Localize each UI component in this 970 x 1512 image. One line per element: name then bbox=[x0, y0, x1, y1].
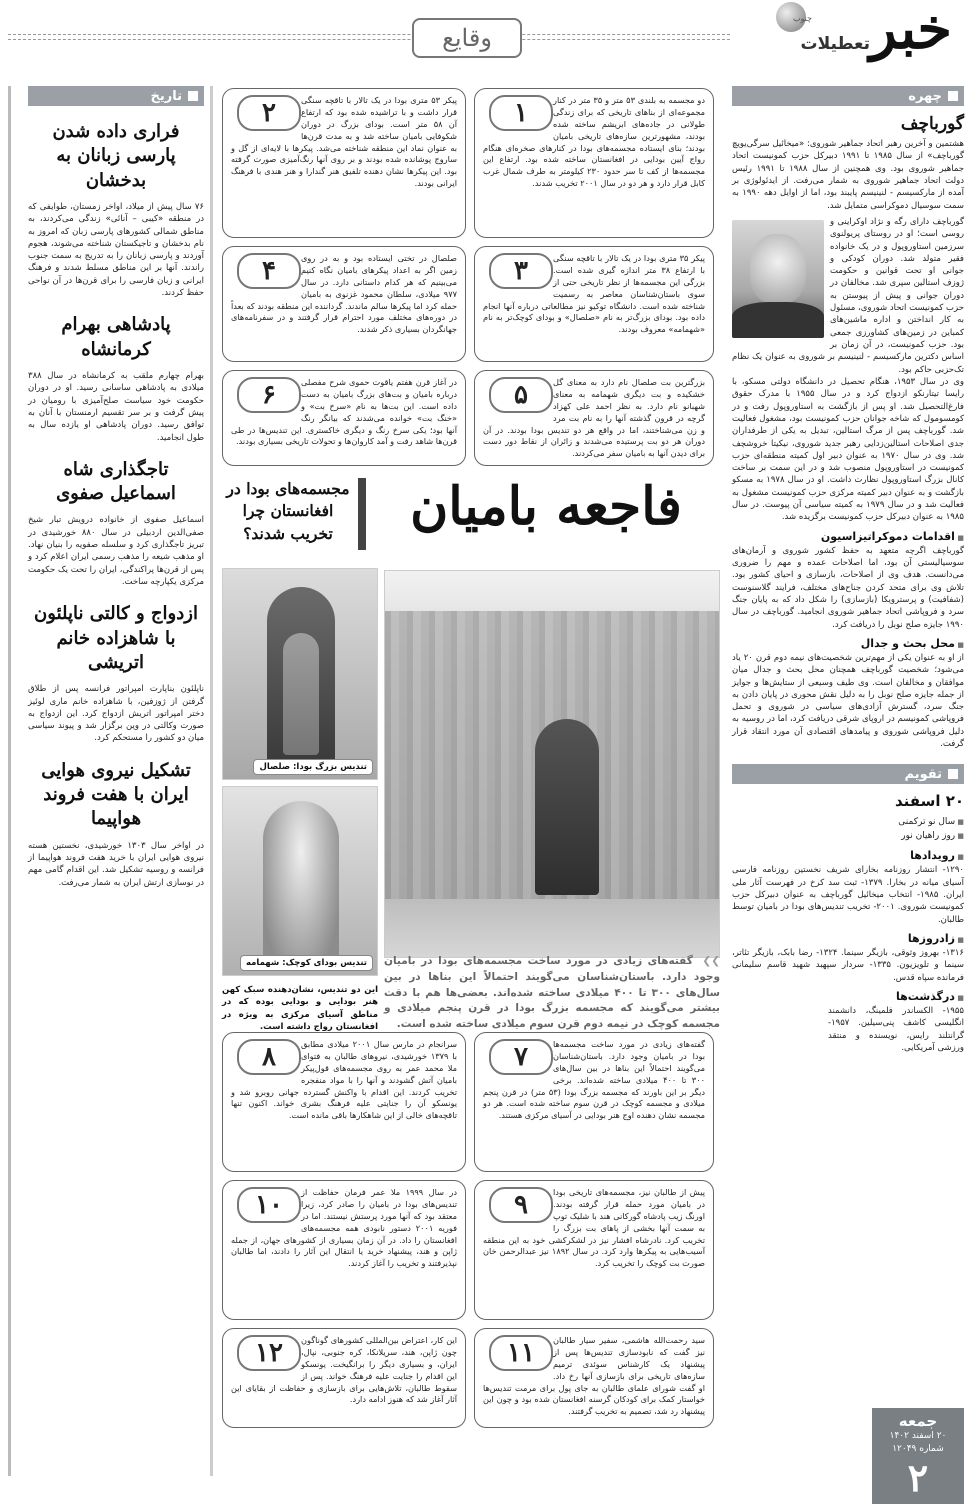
small-buddha-photo bbox=[222, 786, 378, 976]
chevron-icon: ❯❯ bbox=[702, 955, 721, 967]
issue-date-block bbox=[872, 1408, 964, 1504]
fact-box-12 bbox=[222, 1328, 466, 1428]
box-number: ۳ bbox=[489, 253, 553, 289]
box-number: ۷ bbox=[489, 1039, 553, 1075]
history-title-1: فراری داده شدن پارسی زبانان به بدخشان bbox=[52, 121, 180, 191]
gorbachev-portrait bbox=[732, 220, 824, 338]
issue-number: شماره ۱۲۰۴۹ bbox=[892, 1443, 944, 1454]
profile-text-5: از او به عنوان یکی از مهم‌ترین شخصیت‌های نیمه دوم قرن ۲۰ یاد می‌شود؛ شخصیت گورباچف همچنان محل بحث و جدال میان موافقان و مخالفان است. وی طیف وسیعی از ستایش‌ها و جوایز از جمله جایزه صلح نوبل را به دلیل نقش محوری در پایان دادن به جنگ سرد، گسترش آزادی‌های سیاسی در شوروی و تحمل فروپاشی کمونیسم در اروپای شرقی دریافت کرد، اما در روسیه به دلیل فروپاشی شوروی و پیامدهای اقتصادی آن مورد انتقاد قرار گرفت. bbox=[732, 652, 964, 750]
box-number: ۱۱ bbox=[489, 1335, 553, 1371]
logo-tiny: چنوب bbox=[792, 14, 812, 23]
box-number: ۶ bbox=[237, 377, 301, 413]
subheading-democratization: ■ اقدامات دموکراتیزاسیون bbox=[732, 530, 964, 543]
box-text: بزرگترین بت صلصال نام دارد به معنای گل خشکیده و بت دیگری شهمامه به معنای شهبانو نام دارد. به نظر احمد علی کهزاد گرچه در قرون گذشته آنها را به نام بت مرد و زن می‌شناختند، اما در واقع هر دو تندیس بودا بودند. در آن دوران هر دو بت پرستیده می‌شدند و زائران از نقاط دور دست برای دیدن آنها به بامیان سفر می‌کردند. bbox=[483, 377, 705, 459]
left-column bbox=[28, 86, 204, 889]
calendar-date: ۲۰ اسفند bbox=[894, 792, 964, 811]
history-text-5: در اواخر سال ۱۳۰۳ خورشیدی، نخستین هسته نیروی هوایی ایران با خرید هفت فروند هواپیما از فرانسه و روسیه تشکیل شد. این اقدام گامی مهم در نوسازی ارتش ایران به شمار می‌رفت. bbox=[28, 840, 205, 888]
photo-tag: تندیس بودای کوچک: شهمامه bbox=[240, 955, 373, 971]
fact-box-1 bbox=[474, 88, 714, 238]
large-buddha-photo bbox=[222, 568, 378, 780]
box-text: سرانجام در مارس سال ۲۰۰۱ میلادی مطابق با ۱۳۷۹ خورشیدی، نیروهای طالبان به فتوای ملا محمد عمر به روی مجسمه‌های قول‌پیکر بامیان آتش گشودند و آنها را با مواد منفجره تخریب کردند. این اقدام با واکنش گسترده جهانی روبرو شد و یونسکو آن را جنایتی علیه فرهنگ بشری خواند. اکنون تنها تاقچه‌های خالی از این شاهکارها باقی مانده است. bbox=[231, 1039, 457, 1121]
box-text: پیکر ۵۳ متری بودا در یک تالار با تاقچه سنگی قرار داشت و با تراشیده شده بود که ارتفاع آن ۵۸ متر است. بودای بزرگ در دوران شکوفایی بامیان ساخته شد و به مدت قرن‌ها به عنوان نماد این منطقه شناخته می‌شد. پیکرها با لایه‌ای از گل و ساروج پوشانده شده بودند و بر روی آنها رنگ‌آمیزی صورت گرفته بود. این پیکرها نشان دهنده تلفیق هنر گندارا و هنر هندی با فرهنگ ایرانی بودند. bbox=[231, 95, 458, 189]
box-text: پیش از طالبان نیز، مجسمه‌های تاریخی بودا در بامیان مورد حمله قرار گرفته بودند. اورنگ زیب پادشاه گورکانی هند با شلیک توپ به سمت آنها بخشی از پاهای بت بزرگ را تخریب کرد. نادرشاه افشار نیز در لشکرکشی خود به این منطقه آسیب‌هایی به پیکرها وارد کرد. در سال ۱۸۹۲ نیز عبدالرحمن خان صورت بت کوچک را تخریب کرد. bbox=[483, 1187, 705, 1269]
box-number: ۱۲ bbox=[237, 1335, 301, 1371]
fact-box-10 bbox=[222, 1180, 466, 1320]
issue-day: جمعه bbox=[898, 1412, 938, 1430]
issue-date: ۲۰ اسفند ۱۴۰۲ bbox=[889, 1431, 947, 1441]
occasion-list bbox=[732, 816, 964, 843]
history-text-3: اسماعیل صفوی از خانواده درویش تبار شیخ صفی‌الدین اردبیلی در سال ۸۸۰ خورشیدی در تبریز تاجگذاری کرد و سلسله صفویه را بنیان نهاد. او مذهب شیعه را مذهب رسمی ایران اعلام کرد و پس از قرن‌ها پراکندگی، ایران را تحت یک حکومت مرکزی یکپارچه ساخت. bbox=[28, 515, 204, 588]
tab-label: چهره bbox=[908, 88, 942, 104]
title-bar bbox=[358, 478, 366, 550]
logo-sub: تعطیلات bbox=[800, 34, 870, 54]
box-number: ۸ bbox=[237, 1039, 301, 1075]
deaths-heading: ■ درگذشت‌ها bbox=[732, 990, 964, 1003]
history-title-3: تاجگذاری شاه اسماعیل صفوی bbox=[56, 458, 176, 505]
fact-box-8 bbox=[222, 1032, 466, 1172]
bamiyan-cliff-photo bbox=[384, 570, 720, 958]
feature-title: فاجعه بامیان bbox=[410, 476, 682, 537]
history-title-2: پادشاهی بهرام کرمانشاه bbox=[61, 314, 171, 360]
history-text-4: ناپلئون بناپارت امپراتور فرانسه پس از طلاق گرفتن از ژوزفین، با شاهزاده خانم ماری لوئیز دختر امپراتور اتریش ازدواج کرد. این ازدواج به صورت وکالتی در وین برگزار شد و پیوند سیاسی میان دو کشور را مستحکم کرد. bbox=[28, 684, 204, 744]
header-divider bbox=[8, 34, 730, 40]
profile-text-2: گورباچف دارای رگه و نژاد اوکراینی و روسی است؛ او در روستای پریولنوی سرزمین استاوروپول و در یک خانواده فقیر متولد شد. دوران کودکی و جوانی او تحت قوانین و حکومت ژوزف استالین سپری شد. مخالفان در دوران جوانی و پیش از پیوستن به حزب کمونیست اتحاد شوروی، مسئول به کار انداختن و اداره ماشین‌های کمباین در زمین‌های کشاورزی جمعی بود. حزب کمونیست، در آن زمان بر اساس دکترین مارکسیسم - لنینیسم بر شوروی به عنوان یک نظام تک‌حزبی حاکم بود. bbox=[732, 216, 964, 375]
fact-box-9 bbox=[474, 1180, 714, 1320]
box-number: ۴ bbox=[237, 253, 301, 289]
tab-label: تاریخ bbox=[150, 88, 182, 104]
square-bullet-icon bbox=[948, 91, 958, 101]
box-text: در آغاز قرن هفتم یاقوت حموی شرح مفصلی درباره بامیان و بت‌های بزرگ بامیان به دست داده است. این بت‌ها به نام «سرخ بت» و «خنگ بت» خوانده می‌شدند که بیانگر رنگ آنها بود؛ یکی سرخ رنگ و دیگری خاکستری. این تندیس‌ها در طی قرن‌ها شاهد رفت و آمد کاروان‌ها و تحولات تاریخی بسیاری بودند. bbox=[231, 377, 457, 447]
tab-label: تقویم bbox=[904, 766, 942, 782]
box-text: این کار، اعتراض بین‌المللی کشورهای گوناگون چون ژاپن، هند، سریلانکا، کره جنوبی، نپال، ایران، و بسیاری دیگر را برانگیخت. یونسکو این اقدام را جنایت علیه فرهنگ خواند. پس از سقوط طالبان، تلاش‌هایی برای بازسازی و حفاظت از بقایای این آثار آغاز شد که هنوز ادامه دارد. bbox=[231, 1335, 457, 1405]
box-text: دو مجسمه به بلندی ۵۳ متر و ۳۵ متر در کنار مجموعه‌ای از بناهای تاریخی که برای زندگی طولانی در جاده‌های ابریشم ساخته شده بودند، مشهورترین سازه‌های تاریخی بامیان بودند؛ بنای ایستاده مجسمه‌های بودا در کنارهای صخره‌ای هنگام رواج آیین بودایی در افغانستان ساخته شده بود. ارتفاع این مجسمه‌ها از کف تا سر حدود ۲۳۰ کیلومتر به طرف شمال غرب کابل قرار دارد و هر دو در سال ۲۰۰۱ تخریب شدند. bbox=[483, 95, 705, 189]
square-bullet-icon bbox=[948, 769, 958, 779]
births-text: ۱۳۱۶- بهروز وثوقی، بازیگر سینما. ۱۳۲۴- رضا بابک، بازیگر تئاتر، سینما و تلویزیون. ۱۳۳۵- سردار سپهبد شهید قاسم سلیمانی فرمانده سپاه قدس. bbox=[732, 948, 964, 983]
fact-box-3 bbox=[474, 246, 714, 362]
box-number: ۲ bbox=[237, 95, 301, 131]
box-text: پیکر ۳۵ متری بودا در یک تالار با تاقچه سنگی با ارتفاع ۳۸ متر اندازه گیری شده است. بزرگی این مجسمه‌ها از نظر تاریخی حتی از سوی باستان‌شناسان معاصر به رسمیت شناخته شده است. دانشگاه توکیو نیز مطالعاتی درباره آنها انجام داده بود. بودای بزرگ‌تر به نام «صلصال» و بودای کوچک‌تر به نام «شهمامه» معروف بودند. bbox=[483, 253, 705, 335]
section-tab-history bbox=[28, 86, 204, 106]
fact-box-11 bbox=[474, 1328, 714, 1428]
profile-name: گورباچف bbox=[900, 114, 964, 134]
history-text-2: بهرام چهارم ملقب به کرمانشاه در سال ۳۸۸ میلادی به پادشاهی ساسانی رسید. او در دوران حکومت خود سیاست صلح‌آمیزی با رومیان در پیش گرفت و بر سر تقسیم ارمنستان با آنان به توافق رسید. دوران پادشاهی او یازده سال به طول انجامید. bbox=[28, 370, 204, 443]
section-tab-calendar bbox=[732, 764, 964, 784]
small-photo-caption: این دو تندیس، نشان‌دهنده سبک کهن هنر بودایی و بودایی بوده که در مناطق آسیای مرکزی به ویژه در افغانستان رواج داشته است. bbox=[222, 985, 378, 1032]
section-tab-profile bbox=[732, 86, 964, 106]
fact-box-5 bbox=[474, 370, 714, 466]
deaths-text: ۱۹۵۵- الکساندر فلمینگ، دانشمند انگلیسی کاشف پنی‌سیلین. ۱۹۵۷- گرانتلند رایس، نویسنده و منتقد ورزشی آمریکایی. bbox=[828, 1005, 964, 1053]
page-number: ۲ bbox=[907, 1455, 929, 1501]
fact-box-4 bbox=[222, 246, 466, 362]
fact-box-2 bbox=[222, 88, 466, 238]
box-text: گفته‌های زیادی در مورد ساخت مجسمه‌ها بودا در بامیان وجود دارد. باستان‌شناسان می‌گویند احتمالاً این بناها در بین سال‌های ۳۰۰ تا ۴۰۰ میلادی ساخته شده‌اند. برخی دیگر بر این باورند که مجسمه بزرگ بودا (۵۳ متر) در قرن پنجم میلادی و مجسمه کوچک در قرن سوم ساخته شده است. هر دو مجسمه نشان دهنده اوج هنر بودایی در آسیای مرکزی هستند. bbox=[483, 1039, 705, 1121]
history-title-5: تشکیل نیروی هوایی ایران با هفت فروند هواپیما bbox=[41, 759, 191, 830]
box-number: ۱ bbox=[489, 95, 553, 131]
box-text: صلصال در تختی ایستاده بود و به در روی زمین اگر به اعداد پیکرهای بامیان نگاه کنیم می‌بینیم که هر کدام داستانی دارد. در سال ۹۷۷ میلادی، سلطان محمود غزنوی به بامیان حمله کرد اما پیکرها سالم ماندند. گرداننده این منطقه بودند که بعداً در دوره‌های مختلف مورد احترام قرار گرفتند و در سفرنامه‌های جهانگردان بسیاری ذکر شدند. bbox=[231, 253, 457, 335]
profile-text-3: وی در سال ۱۹۵۳، هنگام تحصیل در دانشگاه دولتی مسکو، با رایسا تیتارنکو ازدواج کرد و در سال ۱۹۵۵ با مدرک حقوق فارغ‌التحصیل شد. او پس از بازگشت به استاوروپول رفت و در کومسومول که شاخه جوانان حزب کمونیست بود، مشغول فعالیت شد. گورباچف پس از مرگ استالین، تبدیل به یکی از طرفداران جدی اصلاحات استالین‌زدایی رهبر جدید شوروی، نیکیتا خروشچف شد. وی در سال ۱۹۷۰ به عنوان دبیر اول کمیته منطقه‌ای حزب کمونیست در استاوروپول منصوب شد و در این سمت بر ساخت کانال بزرگ استاوروپول نظارت داشت. او در سال ۱۹۷۸ به مسکو بازگشت و به عنوان دبیر کمیته مرکزی حزب کمونیست مشغول به فعالیت شد و در سال ۱۹۷۹ به کمیته سیاسی آن پیوست. در سال ۱۹۸۵ به عنوان دبیرکل حزب کمونیست برگزیده شد. bbox=[732, 376, 964, 523]
square-bullet-icon bbox=[188, 91, 198, 101]
photo-tag: تندیس بزرگ بودا: صلصال bbox=[253, 759, 373, 775]
list-item: ■ سال نو ترکمنی bbox=[732, 816, 964, 829]
feature-subtitle: مجسمه‌های بودا در افغانستان چرا تخریب شدند؟ bbox=[226, 479, 350, 543]
profile-text-4: گورباچف اگرچه متعهد به حفظ کشور شوروی و آرمان‌های سوسیالیستی آن بود، اما اصلاحات عمده و مهم را ضروری می‌دانست. هدف وی از اصلاحات، بازسازی و احیای کشور بود. تلاش وی برای متحد کردن جناح‌های مختلف، فرایند گلاسنوست (شفافیت) و پرسترویکا (بازسازی) را شکل داد که به پایان جنگ سرد و فروپاشی اتحاد جماهیر شوروی انجامید. گورباچف در سال ۱۹۹۰ جایزه صلح نوبل را دریافت کرد. bbox=[732, 545, 964, 630]
list-item: ■ روز راهیان نور bbox=[732, 830, 964, 843]
left-rail bbox=[8, 86, 24, 1476]
box-number: ۹ bbox=[489, 1187, 553, 1223]
newspaper-logo bbox=[742, 2, 962, 64]
caption-text: گفته‌های زیادی در مورد ساخت مجسمه‌های بودا در بامیان وجود دارد. باستان‌شناسان می‌گویند احتمالاً این بناها در بین سال‌های ۳۰۰ تا ۴۰۰ میلادی ساخته شده‌اند. بعضی‌ها هم با دقت بیشتر می‌گویند که مجسمه بزرگ بودا در قرن پنجم میلادی و مجسمه کوچک در نیمه دوم قرن سوم میلادی ساخته شده است. bbox=[384, 955, 721, 1030]
events-text: ۱۲۹۰- انتشار روزنامه بخارای شریف نخستین روزنامه فارسی آسیای میانه در بخارا. ۱۳۷۹- ثبت سد کرخ در فهرست آثار ملی ایران. ۱۹۸۵- انتخاب میخائیل گورباچف به عنوان دبیرکل حزب کمونیست شوروی. ۲۰۰۱- تخریب تندیس‌های بودا در بامیان توسط طالبان. bbox=[732, 865, 964, 925]
history-text-1: ۷۶ سال پیش از میلاد، اواخر زمستان، طوایفی که در منطقه «کیبی – آنائی» زندگی می‌کردند، به مناطق شمالی کشورهای پارسی زبان که امروز به نام بدخشان و تاجیکستان شناخته می‌شوند، هجوم آوردند و پارسی زبانان را به تدریج به سمت جنوب راندند. آنها بر این مناطق مسلط شدند و فرهنگ ایرانی و زبان فارسی را برای قرن‌ها در آن نواحی حفظ کردند. bbox=[28, 201, 204, 299]
box-number: ۵ bbox=[489, 377, 553, 413]
births-heading: ■ زادروزها bbox=[732, 932, 964, 945]
history-title-4: ازدواج و کالتی ناپلئون با شاهزاده خانم اتریشی bbox=[34, 603, 198, 673]
right-column bbox=[732, 86, 964, 1054]
fact-box-6 bbox=[222, 370, 466, 466]
logo-main: خبر bbox=[869, 0, 952, 62]
page-header bbox=[0, 0, 970, 78]
fact-box-7 bbox=[474, 1032, 714, 1172]
box-text: سید رحمت‌الله هاشمی، سفیر سیار طالبان نیز گفت که نابودسازی تندیس‌ها پس از پیشنهاد یک کارشناس سوئدی ترمیم سازه‌های تاریخی برای بازسازی آنها رخ داد. او گفت شورای علمای طالبان به جای پول برای مرمت تندیس‌ها خواستار کمک برای کودکان گرسنه افغانستان شده بود و چون این پیشنهاد رد شد، تصمیم به تخریب گرفتند. bbox=[483, 1335, 705, 1417]
subheading-controversy: ■ محل بحث و جدال bbox=[732, 637, 964, 650]
box-text: در سال ۱۹۹۹ ملا عمر فرمان حفاظت از تندیس‌های بودا در بامیان را صادر کرد، زیرا معتقد بود که آنها مورد پرستش نیستند. اما در فوریه ۲۰۰۱ دستور نابودی همه مجسمه‌های افغانستان را داد. در آن زمان بسیاری از کشورهای جهان، از جمله ژاپن و هند، پیشنهاد خرید یا انتقال این آثار را دادند، اما طالبان نپذیرفتند و تخریب را آغاز کردند. bbox=[231, 1187, 457, 1269]
column-divider bbox=[210, 86, 213, 1476]
main-photo-caption bbox=[384, 954, 720, 1033]
box-number: ۱۰ bbox=[237, 1187, 301, 1223]
section-title: وقایع bbox=[412, 18, 522, 58]
profile-intro: هشتمین و آخرین رهبر اتحاد جماهیر شوروی: «میخائیل سرگی‌یویچ گورباچف» از سال ۱۹۸۵ تا ۱۹۹۱ دبیرکل حزب کمونیست اتحاد جماهیر شوروی بود. وی همچنین از سال ۱۹۸۸ تا ۱۹۹۱ رئیس دولت اتحاد جماهیر شوروی به شمار می‌رفت. از ایدئولوژی بر آمده از مارکسیسم - لنینیسم پایبند بود، اما از اوایل دهه ۱۹۹۰ به سمت سوسیال دموکراسی متمایل شد. bbox=[732, 139, 965, 211]
events-heading: ■ رویدادها bbox=[732, 849, 964, 862]
